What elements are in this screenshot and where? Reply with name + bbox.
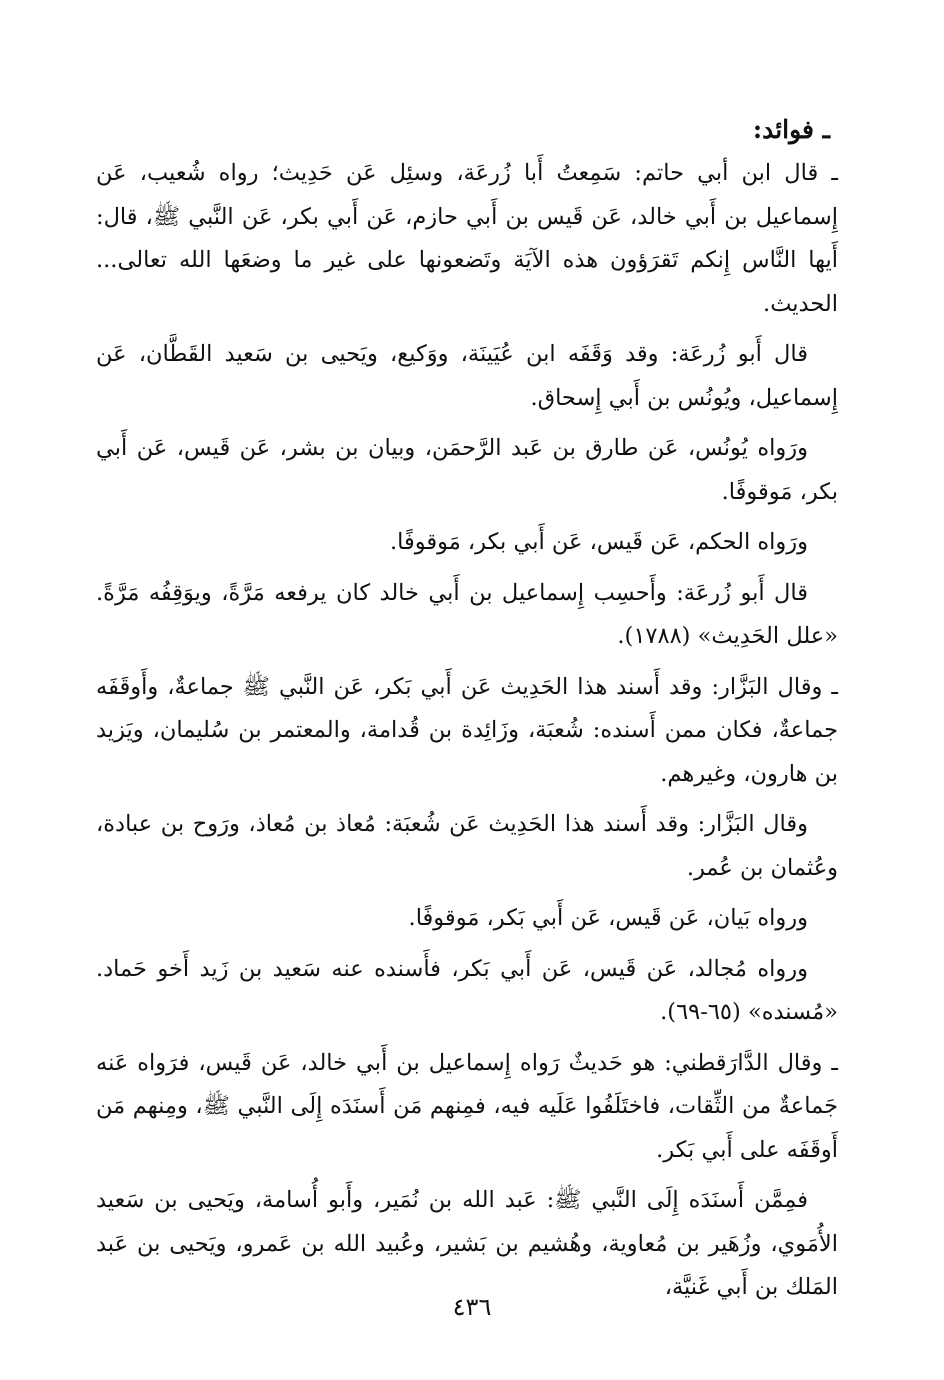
- paragraph-hakam-narration: ورَواه الحكم، عَن قَيس، عَن أَبي بكر، مَوقوفًا.: [389, 529, 808, 555]
- paragraph-bazzar-first: ـ وقال البَزَّار: وقد أَسند هذا الحَدِيث عَن أَبي بَكر، عَن النَّبي ﷺ جماعةٌ، وأَوقَفَه جماعةٌ، فكان ممن أَسنده: شُعبَة، وزَائِدة بن قُدامة، والمعتمر بن سُليمان، ويَزيد بن هارون، وغيرهم.: [96, 673, 838, 787]
- paragraph-bazzar-shuba: وقال البَزَّار: وقد أَسند هذا الحَدِيث عَن شُعبَة: مُعاذ بن مُعاذ، ورَوح بن عبادة، وعُثمان بن عُمر.: [96, 811, 838, 881]
- paragraph-bayan-narration: ورواه بَيان، عَن قَيس، عَن أَبي بَكر، مَوقوفًا.: [408, 905, 808, 931]
- section-heading: ـ فوائد:: [752, 115, 830, 144]
- paragraph-abu-zura-raf: قال أَبو زُرعَة: وأَحسِب إِسماعيل بن أَبي خالد كان يرفعه مَرَّةً، ويوَقِفُه مَرَّةً. «علل الحَدِيث» (١٧٨٨).: [96, 579, 838, 649]
- paragraph-mujalid-narration: ورواه مُجالد، عَن قَيس، عَن أَبي بَكر، فأَسنده عنه سَعيد بن زَيد أَخو حَماد. «مُسنده» (٦٥-٦٩).: [96, 955, 838, 1025]
- page-number: ٤٣٦: [452, 1293, 492, 1321]
- paragraph-musnid-list: فمِمَّن أَسنَدَه إِلَى النَّبي ﷺ: عَبد الله بن نُمَير، وأَبو أُسامة، ويَحيى بن سَعيد الأُمَوي، وزُهَير بن مُعاوية، وهُشيم بن بَشير، وعُبيد الله بن عَمرو، ويَحيى بن عَبد المَلك بن أَبي غَنيَّة،: [96, 1187, 838, 1300]
- paragraph-abu-zura-waqf: قال أَبو زُرعَة: وقد وَقَفَه ابن عُيَينَة، ووَكيع، ويَحيى بن سَعيد القَطَّان، عَن إِسماعيل، ويُونُس بن أَبي إِسحاق.: [96, 341, 838, 411]
- paragraph-daraqutni: ـ وقال الدَّارَقطني: هو حَديثٌ رَواه إِسماعيل بن أَبي خالد، عَن قَيس، فرَواه عَنه جَماعةٌ من الثِّقات، فاختَلَفُوا عَلَيه فيه، فمِنهم مَن أَسنَدَه إِلَى النَّبي ﷺ، ومِنهم مَن أَوقَفَه على أَبي بَكر.: [96, 1049, 838, 1163]
- paragraph-yunus-narration: ورَواه يُونُس، عَن طارق بن عَبد الرَّحمَن، وبيان بن بشر، عَن قَيس، عَن أَبي بكر، مَوقوفًا.: [96, 435, 838, 505]
- paragraph-ibn-abi-hatim: ـ قال ابن أبي حاتم: سَمِعتُ أَبا زُرعَة، وسئِل عَن حَدِيث؛ رواه شُعيب، عَن إِسماعيل بن أَبي خالد، عَن قَيس بن أَبي حازم، عَن أَبي بكر، عَن النَّبي ﷺ، قال: أَيها النَّاس إِنكم تَقرَؤون هذه الآيَة وتَضعونها على غير ما وضعَها الله تعالى... الحديث.: [96, 160, 838, 317]
